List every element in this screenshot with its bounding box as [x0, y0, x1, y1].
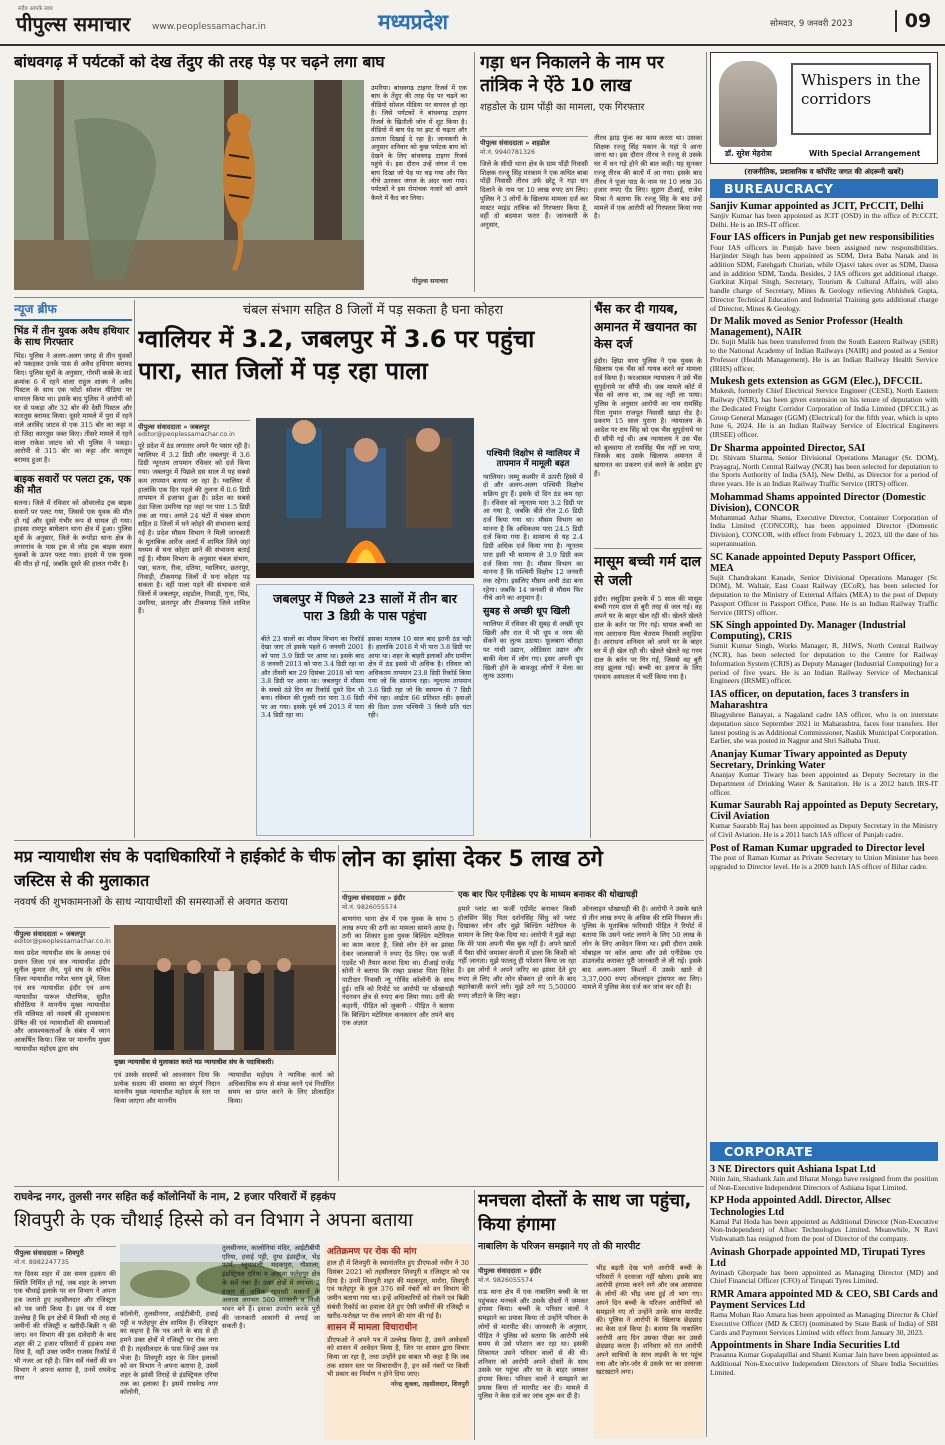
- masthead-url[interactable]: www.peoplessamachar.in: [152, 22, 266, 32]
- bureau-item-headline: Post of Raman Kumar upgraded to Director level: [710, 842, 925, 854]
- shivpuri-story: राघवेन्द्र नगर, तुलसी नगर सहित कई कॉलोनियों के नाम, 2 हजार परिवारों में हड़कंप शिवपुरी के एक चौथाई हिस्से को वन विभाग ने अपना बताया पीपुल्स संवाददाता » शिवपुरी मो.नं. 8982247735 गत दिवस शहर में उस समय हड़कंप की स्थिति निर्मित हो गई, जब शहर के लगभग एक चौथाई इलाके पर वन विभाग ने अपना हक जताते हुए तहसीलदार और रजिस्ट्रार को पत्र जारी किया है। इस पत्र में स्पष्ट उल्लेख है कि इन क्षेत्रों में किसी भी तरह से जमीनों की रजिस्ट्री व खरीदी-बिक्री न की जाए। वन विभाग की इस दावेदारी के बाद शहर की 2 हजार परिवारों में हड़कंप मचा दिया है, वहीं उक्त जमीन राजस्व रिकॉर्ड में भी नजर आ रही है। जिन सर्वे नंबरों की वन विभाग ने अपना बताया है, उनमें राघवेन्द्र नगर कॉलोनी, तुलसीनगर, आईटीबीपी, हवाई पट्टी व फतेहपुर क्षेत्र शामिल हैं। रजिस्ट्रार का कहना है कि पत्र आने के बाद से ही हमने उक्त क्षेत्रों में रजिस्ट्री पर रोक लगा दी है। तहसीलदार के पास जिन्हें उक्त पत्र भेजा है। शिवपुरी शहर के जिन इलाकों को वन विभाग ने अपना बताया है, उसमें शहर के झांसी तिराहे से इंडस्ट्रियल एरिया तक का इलाका है। इसमें राघवेन्द्र नगर कॉलोनी, तुलसीनगर, कालोनियां मंदिर, आईटीबीपी एरिया, हवाई पट्टी, दुग्ध इंडस्ट्रीज, भेड़ फार्म, ग्लुयावली, मदकपुरा, गौशाला, इंडस्ट्रियल एरिया व अलावा फतेहपुर क्षेत्र के सर्वे नंबर हैं। उक्त क्षेत्रों में लगभग 2 हजार से अधिक रहवासी मकानों के अलावा लगभग 500 सरकारी व निजी भवन बने हैं। इसका उपयोग करके पूरी की जानकारी आसानी से लगाई जा सकती है। अतिक्रमण पर रोक की मांग हाल ही में शिवपुरी के स्थानांतरित हुए डीएफओ नवीन ने 30 दिसंबर 2021 को तहसीलदार शिवपुरी व रजिस्ट्रार को पत्र दिया है। उनमें शिवपुरी शहर की मदकपुरा, मारोरा, शिवपुरी एवं फतेहपुर के कुल 376 सर्वे नंबरों को वन विभाग की जमीन बताया गया था। इन्हें अधिकारियों को रोकने एवं बिक्री संबंधी रिकॉर्ड का हवाला देते हुए ऐसी जमीनों की रजिस्ट्री व खरीद-फरोख्त पर रोक लगाने की मांग की गई है। शासन में मामला विचाराधीन डीएफओ ने अपने पत्र में उल्लेख किया है, उसने आवेदकों को शासन में आवेदन किया है, जिन पर शासन द्वारा विचार किया जा रहा है, तथा उन्होंने इस बाबत भी कहा है कि जब तक शासन स्तर पर विचाराधीन है, इन सर्वे नंबरों पर किसी भी प्रकार का निर्माण न होने दिया जाए। नरेन्द्र शुक्ला, तहसीलदार, शिवपुरी: [14, 1190, 472, 1440]
- bureau-item-text: Kumar Saurabh Raj has been appointed as Deputy Secretary in the Ministry of Civil Aviation. He is a 2011 batch IAS officer of Punjab cadre.: [710, 821, 938, 840]
- tantrik-mobile: मो.नं. 9940781326: [480, 149, 535, 156]
- loan-kicker: एक बार फिर एनीडेस्क एप के माध्यम बनाकर की धोखाधड़ी: [458, 889, 638, 899]
- tiger-headline: बांधवगढ़ में पर्यटकों को देख तेंदुए की तरह पेड़ पर चढ़ने लगा बाघ: [14, 54, 385, 71]
- bureau-item-headline: Ananjay Kumar Tiwary appointed as Deputy Secretary, Drinking Water: [710, 749, 908, 772]
- news-brief-label: न्यूज ब्रीफ: [14, 300, 132, 321]
- bureau-item-text: Four IAS officers in Punjab have been assigned new responsibilities. Harjinder Singh has been appointed as SDM, Dera Baba Nanak and in addition SDM, Fatehgarh Churian, while Ojasvi takes over as SDM, Dausa and in addition SDM, Tanda. Besides, 2 IAS officers get additional charge. Gurkirat Kirpal Singh, Secretary, Tourism & Cultural Affairs, will also handle charge of Secretary, Mines & Geology relieving Abhishek Gupta, Director Technical Education and Industrial Training gets additional charge of Director, Mines & Geology.: [710, 242, 938, 313]
- bureau-item-headline: SC Kanade appointed Deputy Passport Officer, MEA: [710, 551, 916, 574]
- shivpuri-col2: कॉलोनी, तुलसीनगर, आईटीबीपी, हवाई पट्टी व फतेहपुर क्षेत्र शामिल हैं। रजिस्ट्रार का कहना है कि पत्र आने के बाद से ही हमने उक्त क्षेत्रों में रजिस्ट्री पर रोक लगा दी है। तहसीलदार के पास जिन्हें उक्त पत्र भेजा है। शिवपुरी शहर के जिन इलाकों को वन विभाग ने अपना बताया है, उसमें शहर के झांसी तिराहे से इंडस्ट्रियल एरिया तक का इलाका है। इसमें राघवेन्द्र नगर कॉलोनी,: [120, 1310, 218, 1397]
- shivpuri-box-text: हाल ही में शिवपुरी के स्थानांतरित हुए डीएफओ नवीन ने 30 दिसंबर 2021 को तहसीलदार शिवपुरी व रजिस्ट्रार को पत्र दिया है। उनमें शिवपुरी शहर की मदकपुरा, मारोरा, शिवपुरी एवं फतेहपुर के कुल 376 सर्वे नंबरों को वन विभाग की जमीन बताया गया था। इन्हें अधिकारियों को रोकने एवं बिक्री संबंधी रिकॉर्ड का हवाला देते हुए ऐसी जमीनों की रजिस्ट्री व खरीद-फरोख्त पर रोक लगाने की मांग की गई है।: [327, 1259, 469, 1320]
- judges-col2: एवं उसके सदस्यों को आश्वासन दिया कि प्रत्येक सदस्य की समस्या का संपूर्ण निदान माननीय मुख्य न्यायाधीश महोदय के स्तर पर किया जाएगा और माननीय: [114, 1071, 220, 1106]
- loan-col2: हमारे प्लांट का फर्जी एग्रीमेंट बनाकर किसी होलसिंग सिंह पिता दर्शनसिंह सिंधु को प्लांट दिखाकर लोन और मुझे बिल्डिंग मटेरियल के सामान के लिए फेक दिया था। आरोपी ने मुझे कहा कि मेरे पास अपनी भैंस बुक नहीं है। अपने खातों में पैसा सीधे जमाकर कंपनी में डाला कि किसी को नहीं जानता। मुझे फालतू ही परेशान किया जा रहा है। इस लोगों ने अपने जरिए का झांसा देते हुए रुपए ले लिए और लोन सेंक्शन हो जाने के बाद बहानेबाजी करने लगे। मुझे ठगे गए 5,50000 रुपए लौटाने के लिए कहा।: [458, 905, 576, 1001]
- weather-box: [256, 584, 474, 836]
- judges-place: जबलपुर: [65, 930, 86, 938]
- bureau-item-text: Ananjay Kumar Tiwary has been appointed as Deputy Secretary in the Department of Drinking Water & Sanitation. He is a 2012 batch IRS-IT officer.: [710, 770, 938, 797]
- news-brief: [14, 300, 132, 838]
- corp-item-text: Avinash Ghorpade has been appointed as Managing Director (MD) and Chief Financial Officer (CFO) of Tirupati Tyres Limited.: [710, 1267, 938, 1286]
- masthead-since: सदैव आपके साथ: [18, 6, 53, 12]
- bureau-item-text: Bhagyshree Banayat, a Nagaland cadre IAS officer, who is on interstate deputation since September 2021 in Maharashtra, faces four transfers. Her latest posting is as Additional Commissioner, Nashik Municipal Corporation. Earlier, she was posted in Nagpur and Shri Saibaba Trust.: [710, 710, 938, 746]
- weather-byline: पीपुल्स संवाददाता: [138, 423, 182, 431]
- weather-side-headline-2: सुबह से अच्छी धूप खिली: [483, 606, 570, 618]
- corp-item-headline: Appointments in Share India Securities Ltd: [710, 1340, 900, 1352]
- bureau-item-headline: SK Singh appointed Dy. Manager (Industrial Computing), CRIS: [710, 620, 906, 643]
- girl-story: [594, 548, 702, 838]
- corp-item-text: Kamal Pal Hoda has been appointed as Additional Director (Non-Executive Non-Independent) of Allsec Technologies Limited. Meanwhile, N Ravi Vishwanath has resigned from the post of Director of the company.: [710, 1216, 938, 1243]
- tiger-photo: [14, 80, 364, 290]
- columnist-portrait: [719, 61, 777, 147]
- weather-side-headline: पश्चिमी विक्षोभ से ग्वालियर में तापमान में मामूली बढ़त: [486, 449, 580, 469]
- friends-col2: भीड़ बढ़ती देख भागे आरोपी बच्ची के परिवारों ने दरवाजा नहीं खोला। इसके बाद आरोपी हंगामा करने लगे और जब आसपास के लोगों की भीड़ जमा हुई तो भाग गए। अपने दिन बच्ची के परिजन आरोपियों को समझाने गए तो उन्होंने उनके साथ मारपीट की। पुलिस ने आरोपी के खिलाफ छेड़छाड़ का केस दर्ज किया है। बताया कि नाबालिग आरोपी आए दिन उसका पीछा कर उससे छेड़छाड़ करता है। शनिवार को रात आरोपी अपने साथियों के साथ लड़की के घर पहुंच गया और जोर-जोर से उसके घर का दरवाजा खटखटाने लगा।: [594, 1262, 704, 1438]
- weather-story: चंबल संभाग सहित 8 जिलों में पड़ सकता है घना कोहरा ग्वालियर में 3.2, जबलपुर में 3.6 पर पहुंचा पारा, सात जिलों में पड़ रहा पाला पीपुल्स संवाददाता » जबलपुर editor@peoplessamachar.co.in पूरे प्रदेश में ठंड लगातार अपने पैर पसार रही है। ग्वालियर में 3.2 डिग्री और जबलपुर में 3.6 डिग्री न्यूनतम तापमान रविवार को दर्ज किया गया। जबलपुर में पिछले दस साल में यह सबसे कम तापमान बताया जा रहा है। ग्वालियर में हालांकि एक दिन पहले की तुलना में 0.6 डिग्री तापमान में इजाफा हुआ है। प्रदेश का सबसे ठंडा जिला उमरिया रहा जहां पर पारा 1.5 डिग्री तक आ गया। अगले 24 घंटों में चंबल संभाग सहित 8 जिलों में घने कोहरे की संभावना बताई गई है। प्रदेश मौसम विभाग ने मिली जानकारी के मुताबिक आरेंज अलर्ट में शामिल जिले जहां मध्यम से घना कोहरा छाने की संभावना बताई गई है। मौसम विभाग के अनुसार चंबल संभाग, पन्ना, सतना, रीवा, दतिया, ग्वालियर, छतरपुर, निवाड़ी, टीकमगढ़ जिलों में घना कोहरा पड़ सकता है। वहीं पाला पड़ने की संभावना वाले जिलों में जबलपुर, शहडोल, निवाड़ी, गुना, भिंड, उमरिया, छतरपुर और टीकमगढ़ जिले शामिल हैं। जबलपुर में पिछले 23 सालों में तीन बार पारा 3 डिग्री के पास पहुंचा बीते 23 सालों का मौसम विभाग का रिकॉर्ड देखा जाए तो इसके पहले 6 जनवरी 2001 को पारा 3.9 डिग्री पर आया था। इसके बाद 8 जनवरी 2013 को पारा 3.4 डिग्री रहा था और तीसरी बार 29 दिसंबर 2018 को पारा 3.8 डिग्री पर आया था। जबलपुर में मौसम के सबसे ठंडे दिन का रिकॉर्ड दूसरे दिन भी बना। रविवार की गुजरी रात पारा 3.6 डिग्री पर आ गया। इसके पूर्व वर्ष 2013 में पारा 3.4 डिग्री रहा था। इसका मतलब 10 साल बाद इतनी ठंड पड़ी है। हालांकि 2018 में भी पारा 3.8 डिग्री पर आया था। शहर के बाहरी इलाकों और ग्रामीण क्षेत्र में ठंड इससे भी अधिक है। रविवार को अधिकतम तापमान 23.8 डिग्री रिकॉर्ड किया गया जो कि सामान्य रहा। न्यूनतम तापमान 3.6 डिग्री रहा जो कि सामान्य से 7 डिग्री नीचे रहा। आर्द्रता 66 प्रतिशत रही। हवाओं की दिशा उत्तर पश्चिमी 3 किमी प्रति घंटा रही। पश्चिमी विक्षोभ से ग्वालियर में तापमान में मामूली बढ़त ग्वालियर। जम्मू कश्मीर में ऊपरी हिस्से में दो और अलग-अलग पश्चिमी विक्षोभ सक्रिय हुए हैं। इसके दो दिन ठंड कम रहा है। रविवार को न्यूनतम पारा 3.2 डिग्री पर आ गया है, जबकि बीते रोज 2.6 डिग्री दर्ज किया गया था। मौसम विभाग का मानना है कि अधिकतम पारा 24.5 डिग्री दर्ज किया गया है। सामान्य से यह 2.4 डिग्री अधिक दर्ज किया गया है। न्यूनतम पारा इसी भी सामान्य से 3.9 डिग्री कम दर्ज किया गया है। मौसम विभाग का मानना है कि पश्चिमी विक्षोभ 12 जनवरी तक रहेगा। इसलिए मौसम अभी ठंडा बना रहेगा। जबकि 14 जनवरी से मौसम फिर नीचे आने का अनुमान है। सुबह से अच्छी धूप खिली ग्वालियर में रविवार की सुबह से अच्छी धूप खिली और रात में भी धूप व नरम की सेंकने का लुत्फ उठाया। फूलबाग चौराहा पर गांधी उद्यान, ओडिसरा उद्यान और बाकी मेला में लोग गए। इसर अपनी धूप खिली होने के बावजूद लोगों ने मेला का लुत्फ उठाया।: [138, 300, 588, 840]
- judges-byline: पीपुल्स संवाददाता: [14, 930, 58, 938]
- tantrik-col2: तीरथ झाड़ फूंक का काम करता था। उसका शिक्षक रज्जू सिंह मकान के यहां पे आना जाना था। इस दौरान तीरथ ने रज्जू से उसके घर में धन गड़े होने की बात कही। यह सुनकर रज्जू तीरथ की बातों में आ गया। इसके बाद तीरथ ने पूजा पाठ के नाम पर 10 लाख 36 हजार रुपए ऐंठ लिए। सुहाग टीआई, राजेश मिश्रा ने बताया कि रज्जू सिंह के बाद उन्हें मामले में एक आरोपी को गिरफ्तार किया गया है।: [594, 134, 702, 221]
- girl-headline: मासूम बच्ची गर्म दाल से जली: [594, 554, 702, 589]
- judges-caption: मुख्य न्यायाधीश से मुलाकात करते मप्र न्यायाधीश संघ के पदाधिकारी।: [114, 1058, 274, 1066]
- whispers-tagline: (राजनीतिक, प्रशासनिक व कॉर्पोरेट जगत की अंदरूनी खबरें): [744, 167, 904, 176]
- corp-item-headline: KP Hoda appointed Addl. Director, Allsec Technologies Ltd: [710, 1195, 891, 1218]
- weather-place: जबलपुर: [189, 423, 210, 431]
- shivpuri-box: [324, 1244, 472, 1440]
- brief-headline-1: भिंड में तीन युवक अवैध हथियार के साथ गिरफ्तार: [14, 326, 129, 349]
- weather-box-text-2: इसका मतलब 10 साल बाद इतनी ठंड पड़ी है। हालांकि 2018 में भी पारा 3.8 डिग्री पर आया था। शहर के बाहरी इलाकों और ग्रामीण क्षेत्र में ठंड इससे भी अधिक है। रविवार को अधिकतम तापमान 23.8 डिग्री रिकॉर्ड किया गया जो कि सामान्य रहा। न्यूनतम तापमान 3.6 डिग्री रहा जो कि सामान्य से 7 डिग्री नीचे रहा। आर्द्रता 66 प्रतिशत रही। हवाओं की दिशा उत्तर पश्चिमी 3 किमी प्रति घंटा रही।: [368, 635, 471, 720]
- corporate-list: [710, 1161, 938, 1411]
- weather-photo: [256, 418, 474, 578]
- corp-item-headline: Avinash Ghorpade appointed MD, Tirupati Tyres Ltd: [710, 1246, 926, 1269]
- shivpuri-box2-headline: शासन में मामला विचाराधीन: [327, 1323, 418, 1334]
- buffalo-headline: भैंस कर दी गायब, अमानत में खयानत का केस दर्ज: [594, 301, 697, 351]
- brief-headline-2: बाइक सवारों पर पलटा ट्रक, एक की मौत: [14, 470, 132, 497]
- judges-photo: [114, 925, 336, 1055]
- loan-headline: लोन का झांसा देकर 5 लाख ठगे: [342, 847, 603, 872]
- brief-text-2: सतना। जिले में रविवार को ओवरलोड ट्रक बाइक सवारों पर पलट गया, जिससे एक युवक की मौत हो गई और दूसरे गंभीर रूप से घायल हो गया। हादसा रामपुर बाघेलान थाना क्षेत्र में हुआ। पुलिस सूत्रों के अनुसार, जिले के रूपोंडा थाना क्षेत्र के लगरगांव के पास ट्रक से लोड ट्रक बाइक सवार युवकों के ऊपर पलट गया। हादसे में एक युवक की मौत हो गई, जबकि दूसरे की हालत गंभीर है।: [14, 499, 132, 569]
- bureau-item-text: Sumit Kumar Singh, Works Manager, R, JHWS, North Central Railway (NCR), has been selected for deputation to the Centre for Railway Information System (CRIS) as Deputy Manager (Industrial Computing) for a period of five years. He is an Indian Railway Service of Mechanical Engineers (IRSME) officer.: [710, 641, 938, 686]
- masthead: [0, 0, 945, 46]
- friends-kicker: नाबालिग के परिजन समझाने गए तो की मारपीट: [478, 1241, 641, 1253]
- bureau-item-text: Mohammad Azhar Shams, Executive Director, Container Corporation of India Limited (CONCOR), has been appointed Director (Domestic Division), CONCOR, with effect from February 1, 2023, till the date of his superannuation.: [710, 512, 938, 548]
- shivpuri-col3: तुलसीनगर, कालोनियां मंदिर, आईटीबीपी एरिया, हवाई पट्टी, दुग्ध इंडस्ट्रीज, भेड़ फार्म, ग्लुयावली, मदकपुरा, गौशाला, इंडस्ट्रियल एरिया व अलावा फतेहपुर क्षेत्र के सर्वे नंबर हैं। उक्त क्षेत्रों में लगभग 2 हजार से अधिक रहवासी मकानों के अलावा लगभग 500 सरकारी व निजी भवन बने हैं। इसका उपयोग करके पूरी की जानकारी आसानी से लगाई जा सकती है।: [222, 1244, 320, 1331]
- masthead-date: सोमवार, 9 जनवरी 2023: [770, 19, 853, 29]
- bureau-item-text: Dr. Sujit Malik has been transferred from the South Eastern Railway (SER) to the National Academy of Indian Railways (NAIR) and posted as a Senior Professor (Health Management). He is an Indian Railway Health Service (IRHS) officer.: [710, 337, 938, 373]
- corp-item-headline: RMR Amara appointed MD & CEO, SBI Cards and Payment Services Ltd: [710, 1289, 938, 1312]
- judges-col1: मध्य प्रदेश न्यायधीश संघ के अध्यक्ष एवं प्रधान जिला एवं सत्र न्यायाधीश इंदौर सुनील कुमार जैन, पूर्व संघ के सचिव जिला न्यायाधीश गणेश चरण दुबे, जिला एवं सत्र न्यायाधीश इंदौर एवं अन्य न्यायाधीश पारूल पौराणिक, सुप्रीत सीरोठिया ने माननीय मुख्य न्यायाधीश रवि मलिमठ को नववर्ष की शुभकामना प्रेषित की एवं न्यायाधीशों की समस्याओं और आवश्यकताओं के संबंध में ध्यान आकर्षित किया। जिस पर माननीय मुख्य न्यायाधीश महोदय द्वारा संघ: [14, 949, 110, 1053]
- tantrik-headline: गड़ा धन निकालने के नाम पर तांत्रिक ने ऐंठे 10 लाख: [480, 53, 664, 96]
- judges-headline: मप्र न्यायाधीश संघ के पदाधिकारियों ने हाईकोर्ट के चीफ जस्टिस से की मुलाकात: [14, 847, 336, 890]
- girl-text: इंदौर। लसुड़िया इलाके में 5 साल की मासूम बच्ची गरम दाल से बुरी तरह से जल गई। वह अपने घर के बाहर खेल रही थी। खेलते खेलते दाल के बर्तन पर गिर गई। घायल बच्ची का नाम आराधना पिता चेतराम निवासी लसुड़िया है। आराधना शनिवार को अपने घर के बाहर घर में ही खेल रही थी। खेलते खेलते वह गरम दाल के बर्तन पर गिर गई, जिससे वह बुरी तरह झुलस गई। बच्ची का इलाज के लिए एमवाय अस्पताल में भर्ती किया गया है।: [594, 594, 702, 682]
- judges-story: मप्र न्यायाधीश संघ के पदाधिकारियों ने हाईकोर्ट के चीफ जस्टिस से की मुलाकात नववर्ष की शुभकामनाओं के साथ न्यायाधीशों की समस्याओं से अवगत कराया पीपुल्स संवाददाता » जबलपुर editor@peoplessamachar.co.in मध्य प्रदेश न्यायधीश संघ के अध्यक्ष एवं प्रधान जिला एवं सत्र न्यायाधीश इंदौर सुनील कुमार जैन, पूर्व संघ के सचिव जिला न्यायाधीश गणेश चरण दुबे, जिला एवं सत्र न्यायाधीश इंदौर एवं अन्य न्यायाधीश पारूल पौराणिक, सुप्रीत सीरोठिया ने माननीय मुख्य न्यायाधीश रवि मलिमठ को नववर्ष की शुभकामना प्रेषित की एवं न्यायाधीशों की समस्याओं और आवश्यकताओं के संबंध में ध्यान आकर्षित किया। जिस पर माननीय मुख्य न्यायाधीश महोदय द्वारा संघ मुख्य न्यायाधीश से मुलाकात करते मप्र न्यायाधीश संघ के पदाधिकारी। एवं उसके सदस्यों को आश्वासन दिया कि प्रत्येक सदस्य की समस्या का संपूर्ण निदान माननीय मुख्य न्यायाधीश महोदय के स्तर पर किया जाएगा और माननीय न्यायाधीश महोदय ने न्यायिक कार्य को अधिकाधिक रूप से संपन्न करने एवं निर्धारित समय का प्राप्त करने के लिए प्रोत्साहित किया।: [14, 845, 336, 1185]
- weather-side-text: ग्वालियर। जम्मू कश्मीर में ऊपरी हिस्से में दो और अलग-अलग पश्चिमी विक्षोभ सक्रिय हुए हैं। इसके दो दिन ठंड कम रहा है। रविवार को न्यूनतम पारा 3.2 डिग्री पर आ गया है, जबकि बीते रोज 2.6 डिग्री दर्ज किया गया था। मौसम विभाग का मानना है कि अधिकतम पारा 24.5 डिग्री दर्ज किया गया है। सामान्य से यह 2.4 डिग्री अधिक दर्ज किया गया है। न्यूनतम पारा इसी भी सामान्य से 3.9 डिग्री कम दर्ज किया गया है। मौसम विभाग का मानना है कि पश्चिमी विक्षोभ 12 जनवरी तक रहेगा। इसलिए मौसम अभी ठंडा बना रहेगा। जबकि 14 जनवरी से मौसम फिर नीचे आने का अनुमान है।: [483, 472, 583, 603]
- bureau-item-text: Sanjiv Kumar has been appointed as JCIT (OSD) in the office of Pr.CCIT, Delhi. He is an IRS-IT officer.: [710, 211, 938, 229]
- friends-mobile: मो.नं. 9826055574: [478, 1277, 533, 1284]
- loan-story: लोन का झांसा देकर 5 लाख ठगे पीपुल्स संवाददाता » इंदौर मो.नं. 9826055574 बाणगंगा थाना क्षेत्र में एक युवक के साथ 5 लाख रुपए की ठगी का मामला सामने आया है। ठगी का शिकार हुआ युवक बिल्डिंग मटेरियल का काम करता है, जिसे लोन देने का झांसा देकर जालसाजों ने रुपए ऐंठ लिए। एक फर्जी एडवेंट भी तैयार करवा दिया था। टीआई राजेंद्र सोनी ने बताया कि राम्हा प्रकाश पिता दिनेश पाटीदार निवासी न्यू गोविंद कॉलोनी के साथ हुई। रात्रि को रिपोर्ट पर आरोपी पर धोखाधड़ी नंदनवन क्षेत्र से रुपए बना लिया गया। ठगी की कहानी, पीड़ित को जुबानी - पीड़ित ने बताया कि बिल्डिंग मटेरियल कनकारन और तपने बाद एक अज्ञात एक बार फिर एनीडेस्क एप के माध्यम बनाकर की धोखाधड़ी हमारे प्लांट का फर्जी एग्रीमेंट बनाकर किसी होलसिंग सिंह पिता दर्शनसिंह सिंधु को प्लांट दिखाकर लोन और मुझे बिल्डिंग मटेरियल के सामान के लिए फेक दिया था। आरोपी ने मुझे कहा कि मेरे पास अपनी भैंस बुक नहीं है। अपने खातों में पैसा सीधे जमाकर कंपनी में डाला कि किसी को नहीं जानता। मुझे फालतू ही परेशान किया जा रहा है। इस लोगों ने अपने जरिए का झांसा देते हुए रुपए ले लिए और लोन सेंक्शन हो जाने के बाद बहानेबाजी करने लगे। मुझे ठगे गए 5,50000 रुपए लौटाने के लिए कहा। ऑनलाइन धोखाधड़ी की है। आरोपी ने उसके खाते से तीन लाख रुपए के अधिक की राशि निकाल ली। पुलिस के मुताबिक फरियादी पीड़ित ने रिपोर्ट में बताया कि उसने प्लांट लगाने के लिए 50 लाख के लोन के लिए आवेदन किया था। इसी दौरान उसके मोबाइल पर कॉल आया और उसे एनीडेस्क एप डाउनलोड कराकर पूरी जानकारी ले ली गई। इसके बाद अलग-अलग किश्तों में उसके खाते से 3,37,000 रुपए ऑनलाइन ट्रांसफर कर लिए। मामले में पुलिस केस दर्ज कर जांच कर रही है।: [342, 845, 704, 1183]
- judges-email[interactable]: editor@peoplessamachar.co.in: [14, 938, 111, 945]
- shivpuri-box-headline: अतिक्रमण पर रोक की मांग: [327, 1247, 417, 1257]
- bureaucracy-header: BUREAUCRACY: [710, 179, 938, 198]
- whispers-logo: [791, 63, 931, 135]
- bureau-item-headline: Mohammad Shams appointed Director (Domestic Division), CONCOR: [710, 491, 926, 514]
- whispers-title: Whispers in the corridors: [801, 71, 921, 108]
- judges-group-photo: [114, 925, 336, 1055]
- tantrik-story: गड़ा धन निकालने के नाम पर तांत्रिक ने ऐंठे 10 लाख शहडोल के ग्राम पोंड़ी का मामला, एक गिरफ्तार पीपुल्स संवाददाता » शहडोल मो.नं. 9940781326 जिले के सीधी थाना क्षेत्र के ग्राम पोंड़ी निवासी शिक्षक रज्जू सिंह मरकाम ने एक कथित बाबा पोंड़ी निवासी तीरथ उर्फ छोटू ने गड़ा धन दिलाने के नाम पर 10 लाख रुपए ठग लिए। पुलिस ने 3 लोगों के खिलाफ मामला दर्ज कर मास्टर माइंड तांत्रिक को गिरफ्तार किया है, वहीं दो बदमाश फरार हैं। जानकारी के अनुसार, तीरथ झाड़ फूंक का काम करता था। उसका शिक्षक रज्जू सिंह मकान के यहां पे आना जाना था। इस दौरान तीरथ ने रज्जू से उसके घर में धन गड़े होने की बात कही। यह सुनकर रज्जू तीरथ की बातों में आ गया। इसके बाद तीरथ ने पूजा पाठ के नाम पर 10 लाख 36 हजार रुपए ऐंठ लिए। सुहाग टीआई, राजेश मिश्रा ने बताया कि रज्जू सिंह के बाद उन्हें मामले में एक आरोपी को गिरफ्तार किया गया है।: [480, 53, 702, 229]
- shivpuri-credit: नरेन्द्र शुक्ला, तहसीलदार, शिवपुरी: [390, 1381, 469, 1389]
- whispers-column: [710, 52, 938, 1440]
- corp-item-text: Nitin Jain, Shashank Jain and Bharat Monga have resigned from the position of Non-Executive Independent Directors of Ashiana Ispat Limited.: [710, 1174, 938, 1192]
- bureau-item-headline: Mukesh gets extension as GGM (Elec.), DFCCIL: [710, 376, 923, 388]
- brief-text-1: भिंड। पुलिस ने अलग-अलग जगह से तीन युवकों को पकड़कर उनके पास से अवैध हथियार बरामद किए। पुलिस सूत्रों के अनुसार, गोरमी कस्बे के वार्ड क्रमांक 6 में रहने वाला राहुल शाक्य ने अवैध पिस्टल के साथ एक फोटो सोशल मीडिया पर वायरल किया था। इसके बाद पुलिस ने आरोपी को घर से पकड़ा और 32 बोर की देसी पिस्टल और कारतूस बरामद किया। दूसरे मामले में पुरा में रहने वाले अरविंद जाटव से एक 315 बोर का कट्टा व दो जिंदा कारतूस जब्त किए। तीसरे मामले में रहने वाला राकेश जाटव को भी पुलिस ने पकड़ा। आरोपी से 315 बोर का कट्टा और कारतूस बरामद हुआ है।: [14, 351, 132, 464]
- corporate-header: CORPORATE: [710, 1142, 938, 1161]
- bureaucracy-list: [710, 198, 938, 1138]
- shivpuri-col1: गत दिवस शहर में उस समय हड़कंप की स्थिति निर्मित हो गई, जब शहर के लगभग एक चौथाई इलाके पर वन विभाग ने अपना हक जताते हुए तहसीलदार और रजिस्ट्रार को पत्र जारी किया है। इस पत्र में स्पष्ट उल्लेख है कि इन क्षेत्रों में किसी भी तरह से जमीनों की रजिस्ट्री व खरीदी-बिक्री न की जाए। वन विभाग की इस दावेदारी के बाद शहर की 2 हजार परिवारों में हड़कंप मचा दिया है, वहीं उक्त जमीन राजस्व रिकॉर्ड में भी नजर आ रही है। जिन सर्वे नंबरों की वन विभाग ने अपना बताया है, उनमें राघवेन्द्र नगर: [14, 1270, 116, 1383]
- weather-text-1: पूरे प्रदेश में ठंड लगातार अपने पैर पसार रही है। ग्वालियर में 3.2 डिग्री और जबलपुर में 3.6 डिग्री न्यूनतम तापमान रविवार को दर्ज किया गया। जबलपुर में पिछले दस साल में यह सबसे कम तापमान बताया जा रहा है। ग्वालियर में हालांकि एक दिन पहले की तुलना में 0.6 डिग्री तापमान में इजाफा हुआ है। प्रदेश का सबसे ठंडा जिला उमरिया रहा जहां पर पारा 1.5 डिग्री तक आ गया। अगले 24 घंटों में चंबल संभाग सहित 8 जिलों में घने कोहरे की संभावना बताई गई है। प्रदेश मौसम विभाग ने मिली जानकारी के मुताबिक आरेंज अलर्ट में शामिल जिले जहां मध्यम से घना कोहरा छाने की संभावना बताई गई है। मौसम विभाग के अनुसार चंबल संभाग, पन्ना, सतना, रीवा, दतिया, ग्वालियर, छतरपुर, निवाड़ी, टीकमगढ़ जिलों में घना कोहरा पड़ सकता है। वहीं पाला पड़ने की संभावना वाले जिलों में जबलपुर, शहडोल, निवाड़ी, गुना, भिंड, उमरिया, छतरपुर और टीकमगढ़ जिले शामिल हैं।: [138, 442, 250, 616]
- whispers-header: [710, 52, 938, 164]
- buffalo-story: [594, 300, 702, 540]
- friends-story: मनचला दोस्तों के साथ जा पहुंचा, किया हंगामा नाबालिग के परिजन समझाने गए तो की मारपीट पीपुल्स संवाददाता » इंदौर मो.नं. 9826055574 राऊ थाना क्षेत्र में एक नाबालिग बच्ची के घर पहुंचकर मनचले और उसके दोस्तों ने जमकर हंगामा किया। बच्ची के परिवार वालों ने समझाने का प्रयास किया तो उन्होंने परिवार के लोगों से मारपीट की। जानकारी के अनुसार, पीड़ित ने पुलिस को बताया कि आरोपी लंबे समय से उसे परेशान कर रहा था। इसकी शिकायत उसने परिवार वालों से की थी। शनिवार को आरोपी अपने दोस्तों के साथ उसके घर पहुंचा और घर के बाहर जमकर हंगामा किया। परिवार वालों ने समझाने का प्रयास किया तो मारपीट कर दी। मामले में पुलिस ने केस दर्ज कर जांच शुरू कर दी है। भीड़ बढ़ती देख भागे आरोपी बच्ची के परिवारों ने दरवाजा नहीं खोला। इसके बाद आरोपी हंगामा करने लगे और जब आसपास के लोगों की भीड़ जमा हुई तो भाग गए। अपने दिन बच्ची के परिजन आरोपियों को समझाने गए तो उन्होंने उनके साथ मारपीट की। पुलिस ने आरोपी के खिलाफ छेड़छाड़ का केस दर्ज किया है। बताया कि नाबालिग आरोपी आए दिन उसका पीछा कर उससे छेड़छाड़ करता है। शनिवार को रात आरोपी अपने साथियों के साथ लड़की के घर पहुंच गया और जोर-जोर से उसके घर का दरवाजा खटखटाने लगा।: [478, 1190, 704, 1440]
- friends-col1: राऊ थाना क्षेत्र में एक नाबालिग बच्ची के घर पहुंचकर मनचले और उसके दोस्तों ने जमकर हंगामा किया। बच्ची के परिवार वालों ने समझाने का प्रयास किया तो उन्होंने परिवार के लोगों से मारपीट की। जानकारी के अनुसार, पीड़ित ने पुलिस को बताया कि आरोपी लंबे समय से उसे परेशान कर रहा था। इसकी शिकायत उसने परिवार वालों से की थी। शनिवार को आरोपी अपने दोस्तों के साथ उसके घर पहुंचा और घर के बाहर जमकर हंगामा किया। परिवार वालों ने समझाने का प्रयास किया तो मारपीट कर दी। मामले में पुलिस ने केस दर्ज कर जांच शुरू कर दी है।: [478, 1288, 588, 1401]
- corp-item-headline: 3 NE Directors quit Ashiana Ispat Ltd: [710, 1164, 876, 1175]
- tiger-byline: पीपुल्स समाचार: [412, 278, 449, 285]
- loan-byline: पीपुल्स संवाददाता: [342, 894, 386, 902]
- tantrik-byline: पीपुल्स संवाददाता: [480, 139, 524, 147]
- judges-subhead: नववर्ष की शुभकामनाओं के साथ न्यायाधीशों की समस्याओं से अवगत कराया: [14, 897, 288, 908]
- buffalo-text: इंदौर। क्षिप्रा थाना पुलिस ने एक युवक के खिलाफ एक भैंस को गायब करने का मामला दर्ज किया है। फरआसल न्यायालय ने उसे भैंस सुपुर्दनामे पर सौंपी थी। जब मामले कोर्ट में भैंस को लाना था, तब वह नहीं ला पाया। पुलिस के अनुसार आरोपी का नाम रामसिंह पिता गुमान राजपूत निवासी खाड़ा रोड है। प्रकरण 15 साल पुराना है। न्यायालय के आदेश पर राम सिंह को एक भैंस सुपुर्दनामे पर दी सौंपी गई थी। अब न्यायालय ने उस भैंस को बुलवाया तो रामसिंह भैंस नहीं ला पाया, जिसके बाद उसके खिलाफ अमानत में खयानत का प्रकरण दर्ज करने के आदेश हुए हैं।: [594, 356, 702, 478]
- bonfire-scene: [256, 418, 474, 578]
- weather-kicker: चंबल संभाग सहित 8 जिलों में पड़ सकता है घना कोहरा: [242, 303, 504, 318]
- tiger-illustration: [14, 80, 364, 290]
- bureau-item-text: Dr. Shivam Sharma, Senior Divisional Operations Manager (Sr. DOM), Prayagraj, North Central Railway (NCR) has been selected for deputation to the Sports Authority of India (SAI), New Delhi, as Director for a period of three years. He is an Indian Railway Traffic Service (IRTS) officer.: [710, 452, 938, 488]
- weather-box-text-1: बीते 23 सालों का मौसम विभाग का रिकॉर्ड देखा जाए तो इसके पहले 6 जनवरी 2001 को पारा 3.9 डिग्री पर आया था। इसके बाद 8 जनवरी 2013 को पारा 3.4 डिग्री रहा था और तीसरी बार 29 दिसंबर 2018 को पारा 3.8 डिग्री पर आया था। जबलपुर में मौसम के सबसे ठंडे दिन का रिकॉर्ड दूसरे दिन भी बना। रविवार की गुजरी रात पारा 3.6 डिग्री पर आ गया। इसके पूर्व वर्ष 2013 में पारा 3.4 डिग्री रहा था।: [261, 635, 364, 720]
- loan-col1: बाणगंगा थाना क्षेत्र में एक युवक के साथ 5 लाख रुपए की ठगी का मामला सामने आया है। ठगी का शिकार हुआ युवक बिल्डिंग मटेरियल का काम करता है, जिसे लोन देने का झांसा देकर जालसाजों ने रुपए ऐंठ लिए। एक फर्जी एडवेंट भी तैयार करवा दिया था। टीआई राजेंद्र सोनी ने बताया कि राम्हा प्रकाश पिता दिनेश पाटीदार निवासी न्यू गोविंद कॉलोनी के साथ हुई। रात्रि को रिपोर्ट पर आरोपी पर धोखाधड़ी नंदनवन क्षेत्र से रुपए बना लिया गया। ठगी की कहानी, पीड़ित को जुबानी - पीड़ित ने बताया कि बिल्डिंग मटेरियल कनकारन और तपने बाद एक अज्ञात: [342, 915, 454, 1028]
- judges-col3: न्यायाधीश महोदय ने न्यायिक कार्य को अधिकाधिक रूप से संपन्न करने एवं निर्धारित समय का प्राप्त करने के लिए प्रोत्साहित किया।: [228, 1071, 334, 1106]
- friends-place: इंदौर: [529, 1267, 542, 1275]
- loan-col3: ऑनलाइन धोखाधड़ी की है। आरोपी ने उसके खाते से तीन लाख रुपए के अधिक की राशि निकाल ली। पुलिस के मुताबिक फरियादी पीड़ित ने रिपोर्ट में बताया कि उसने प्लांट लगाने के लिए 50 लाख के लोन के लिए आवेदन किया था। इसी दौरान उसके मोबाइल पर कॉल आया और उसे एनीडेस्क एप डाउनलोड कराकर पूरी जानकारी ले ली गई। इसके बाद अलग-अलग किश्तों में उसके खाते से 3,37,000 रुपए ऑनलाइन ट्रांसफर कर लिए। मामले में पुलिस केस दर्ज कर जांच कर रही है।: [582, 905, 702, 992]
- section-title: मध्यप्रदेश: [378, 10, 449, 34]
- tiger-story: [14, 54, 469, 294]
- bureau-item-headline: IAS officer, on deputation, faces 3 transfers in Maharashtra: [710, 689, 910, 712]
- friends-headline: मनचला दोस्तों के साथ जा पहुंचा, किया हंगामा: [478, 1191, 692, 1235]
- shivpuri-box2-text: डीएफओ ने अपने पत्र में उल्लेख किया है, उसने आवेदकों को शासन में आवेदन किया है, जिन पर शासन द्वारा विचार किया जा रहा है, तथा उन्होंने इस बाबत भी कहा है कि जब तक शासन स्तर पर विचाराधीन है, इन सर्वे नंबरों पर किसी भी प्रकार का निर्माण न होने दिया जाए।: [327, 1335, 469, 1379]
- weather-side-text-2: ग्वालियर में रविवार की सुबह से अच्छी धूप खिली और रात में भी धूप व नरम की सेंकने का लुत्फ उठाया। फूलबाग चौराहा पर गांधी उद्यान, ओडिसरा उद्यान और बाकी मेला में लोग गए। इसर अपनी धूप खिली होने के बावजूद लोगों ने मेला का लुत्फ उठाया।: [483, 620, 583, 681]
- page-number: 09: [895, 10, 935, 32]
- bureau-item-headline: Four IAS officers in Punjab get new responsibilities: [710, 232, 935, 244]
- columnist-name: डॉ. सुरेश मेहरोत्रा: [725, 149, 772, 158]
- tantrik-place: शहडोल: [531, 139, 550, 147]
- shivpuri-place: शिवपुरी: [65, 1249, 84, 1257]
- bureau-item-text: The post of Raman Kumar as Private Secretary to Union Minister has been upgraded to Director level. He is a 2009 batch IAS officer of Bihar cadre.: [710, 852, 938, 871]
- shivpuri-headline: शिवपुरी के एक चौथाई हिस्से को वन विभाग ने अपना बताया: [14, 1210, 413, 1231]
- weather-sidebar: [480, 448, 586, 836]
- corp-item-text: Rama Mohan Rao Amara has been appointed as Managing Director & Chief Executive Officer (MD & CEO) (nominated by State Bank of India) of SBI Cards and Payment Services Limited with effect from January 30, 2023.: [710, 1310, 938, 1337]
- friends-byline: पीपुल्स संवाददाता: [478, 1267, 522, 1275]
- bureau-item-headline: Kumar Saurabh Raj appointed as Deputy Secretary, Civil Aviation: [710, 800, 938, 823]
- weather-box-headline: जबलपुर में पिछले 23 सालों में तीन बार पारा 3 डिग्री के पास पहुंचा: [273, 591, 457, 623]
- special-arrangement: With Special Arrangement: [809, 149, 921, 158]
- bureau-item-headline: Sanjiv Kumar appointed as JCIT, PrCCIT, Delhi: [710, 201, 924, 212]
- shivpuri-mobile: मो.नं. 8982247735: [14, 1259, 69, 1266]
- weather-email[interactable]: editor@peoplessamachar.co.in: [138, 431, 235, 438]
- shivpuri-kicker: राघवेन्द्र नगर, तुलसी नगर सहित कई कॉलोनियों के नाम, 2 हजार परिवारों में हड़कंप: [14, 1191, 336, 1203]
- tantrik-col1: जिले के सीधी थाना क्षेत्र के ग्राम पोंड़ी निवासी शिक्षक रज्जू सिंह मरकाम ने एक कथित बाबा पोंड़ी निवासी तीरथ उर्फ छोटू ने गड़ा धन दिलाने के नाम पर 10 लाख रुपए ठग लिए। पुलिस ने 3 लोगों के खिलाफ मामला दर्ज कर मास्टर माइंड तांत्रिक को गिरफ्तार किया है, वहीं दो बदमाश फरार हैं। जानकारी के अनुसार,: [480, 160, 588, 229]
- weather-headline: ग्वालियर में 3.2, जबलपुर में 3.6 पर पहुंचा पारा, सात जिलों में पड़ रहा पाला: [138, 325, 535, 385]
- tiger-text: उमरिया। बांधवगढ़ टाइगर रिजर्व में एक बाघ के तेंदुए की तरह पेड़ पर चढ़ने का वीडियो सोशल मीडिया पर वायरल हो रहा है। जिसे पर्यटकों ने बांधवगढ़ टाइगर रिजर्व के खितौली जोन में शूट किया है। वीडियो में बाघ पेड़ पर झट से चढ़ता और उतरता दिखाई दे रहा है। जानकारी के अनुसार शनिवार को कुछ पर्यटक बाघ को देखने के लिए बांधवगढ़ टाइगर रिजर्व पहुंचे थे। इस दौरान उन्हें जंगल में एक बाघ दिखा जो पेड़ पर चढ़ गया और फिर नीचे उतरकर जंगल के अंदर चला गया। पर्यटकों ने इस रोमांचक नजारे को अपने कैमरे में कैद कर लिया।: [371, 84, 467, 202]
- bureau-item-headline: Dr Sharma appointed Director, SAI: [710, 442, 866, 454]
- tantrik-subhead: शहडोल के ग्राम पोंड़ी का मामला, एक गिरफ्तार: [480, 101, 645, 113]
- bureau-item-text: Sujit Chandrakant Kanade, Senior Divisional Operations Manager (Sr. DOM), M. Waltair, East Coast Railway (ECoR), has been selected for deputation to the Ministry of External Affairs (MEA) to the post of Deputy Passport Officer in Passport Office, Pune. He is an Indian Railway Traffic Service (IRTS) officer.: [710, 572, 938, 617]
- loan-mobile: मो.नं. 9826055574: [342, 904, 397, 911]
- bureau-item-headline: Dr Malik moved as Senior Professor (Health Management), NAIR: [710, 316, 903, 339]
- bureau-item-text: Mukesh, formerly Chief Electrical Service Engineer (CESE), North Eastern Railway (NER), has been given extension on his tenure of deputation with the Dedicated Freight Corridor Corporation of India Limited (DFCCIL) as Group General Manager (GGM) (Electrical) for the fifth year, which is upto June 6, 2024. He is an Indian Railway Service of Electrical Engineers (IRSEE) officer.: [710, 386, 938, 440]
- loan-place: इंदौर: [393, 894, 406, 902]
- shivpuri-byline: पीपुल्स संवाददाता: [14, 1249, 58, 1257]
- corp-item-text: Prasanna Kumar Gopalapillai and Shanti Kumar Jain have been appointed as Additional Non-Executive Independent Directors of Share India Securities Limited.: [710, 1350, 938, 1377]
- masthead-logo: पीपुल्स समाचार: [16, 12, 131, 36]
